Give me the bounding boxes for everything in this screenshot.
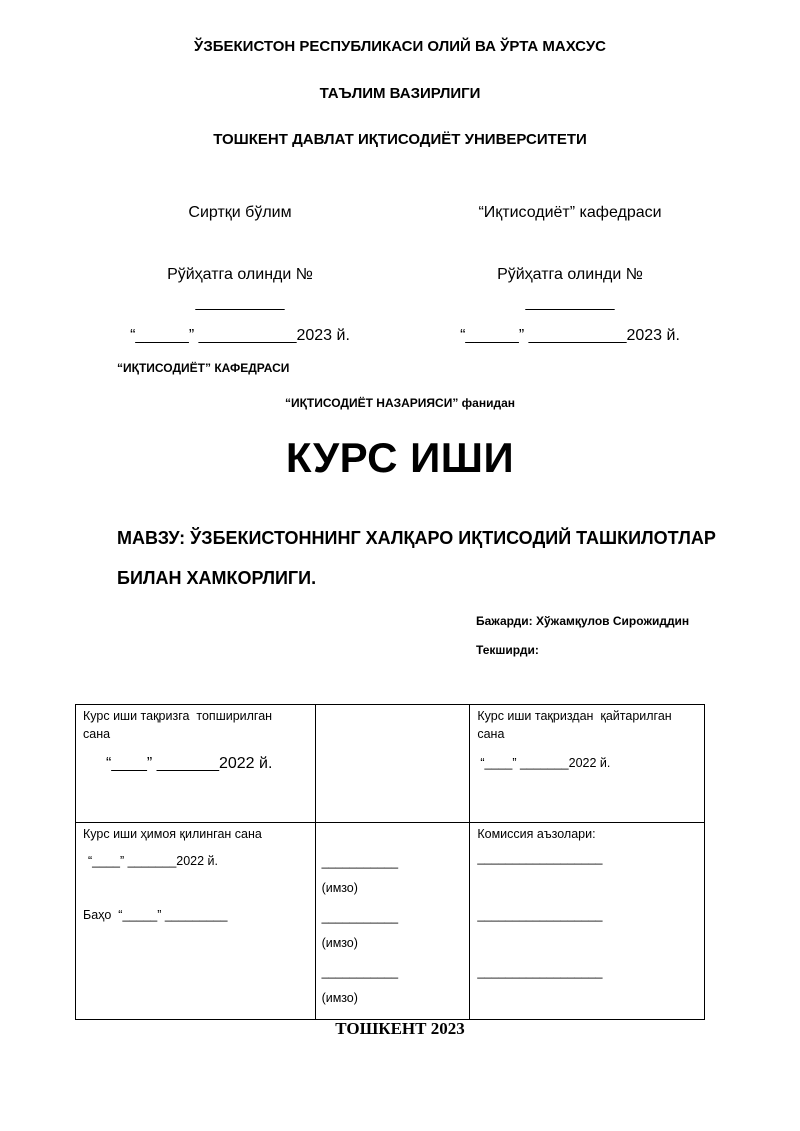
checker: Текширди:	[476, 643, 539, 657]
review-submitted-line1: Курс иши тақризга топширилган	[83, 709, 273, 723]
signature-label-2: (имзо)	[321, 936, 358, 950]
commission-line-3: __________________	[477, 965, 603, 979]
cell-empty	[315, 705, 470, 823]
header-ministry-line1: ЎЗБЕКИСТОН РЕСПУБЛИКАСИ ОЛИЙ ВА ЎРТА МАХСУС	[194, 38, 606, 55]
review-returned-date: “____” _______2022 й.	[480, 756, 611, 770]
review-submitted-date: “____” _______2022 й.	[106, 755, 273, 772]
defended-label: Курс иши ҳимоя қилинган сана	[83, 827, 262, 841]
review-returned-line1: Курс иши тақриздан қайтарилган	[477, 709, 672, 723]
topic-line2: БИЛАН ХАМКОРЛИГИ.	[117, 568, 317, 588]
left-registered: Рўйҳатга олинди №	[167, 266, 313, 283]
department-caps: “ИҚТИСОДИЁТ” КАФЕДРАСИ	[117, 361, 290, 375]
signature-line-2: ___________	[321, 910, 399, 924]
signature-label-1: (имзо)	[321, 881, 358, 895]
topic-line1: МАВЗУ: ЎЗБЕКИСТОННИНГ ХАЛҚАРО ИҚТИСОДИЙ ТАШКИЛОТЛАР	[117, 528, 716, 548]
left-number-line: __________	[195, 294, 285, 311]
subject-line: “ИҚТИСОДИЁТ НАЗАРИЯСИ” фанидан	[284, 396, 516, 410]
cell-signatures	[315, 823, 470, 1020]
review-submitted-line2: сана	[83, 727, 111, 741]
right-date-line: “______” ___________2023 й.	[460, 327, 680, 344]
signature-label-3: (имзо)	[321, 991, 358, 1005]
grade-line: Баҳо “_____” _________	[83, 908, 228, 922]
commission-line-1: __________________	[477, 851, 603, 865]
commission-line-2: __________________	[477, 908, 603, 922]
defended-date: “____” _______2022 й.	[88, 854, 219, 868]
signature-line-1: ___________	[321, 855, 399, 869]
review-returned-line2: сана	[477, 727, 505, 741]
performer: Бажарди: Хўжамқулов Сирожиддин	[476, 614, 690, 628]
footer-city-year: ТОШКЕНТ 2023	[335, 1019, 465, 1038]
left-dept: Сиртқи бўлим	[188, 204, 292, 221]
right-dept: “Иқтисодиёт” кафедраси	[478, 204, 662, 221]
header-ministry-line2: ТАЪЛИМ ВАЗИРЛИГИ	[319, 85, 481, 102]
cell-review-submitted	[76, 705, 316, 823]
commission-label: Комиссия аъзолари:	[477, 827, 596, 841]
doc-title: КУРС ИШИ	[285, 434, 515, 481]
signature-line-3: ___________	[321, 965, 399, 979]
right-number-line: __________	[525, 294, 615, 311]
cell-commission	[470, 823, 705, 1020]
left-date-line: “______” ___________2023 й.	[130, 327, 350, 344]
defense-table	[75, 704, 705, 1020]
cell-review-returned	[470, 705, 705, 823]
cell-defended	[76, 823, 316, 1020]
right-registered: Рўйҳатга олинди №	[497, 266, 643, 283]
header-university: ТОШКЕНТ ДАВЛАТ ИҚТИСОДИЁТ УНИВЕРСИТЕТИ	[213, 131, 587, 148]
